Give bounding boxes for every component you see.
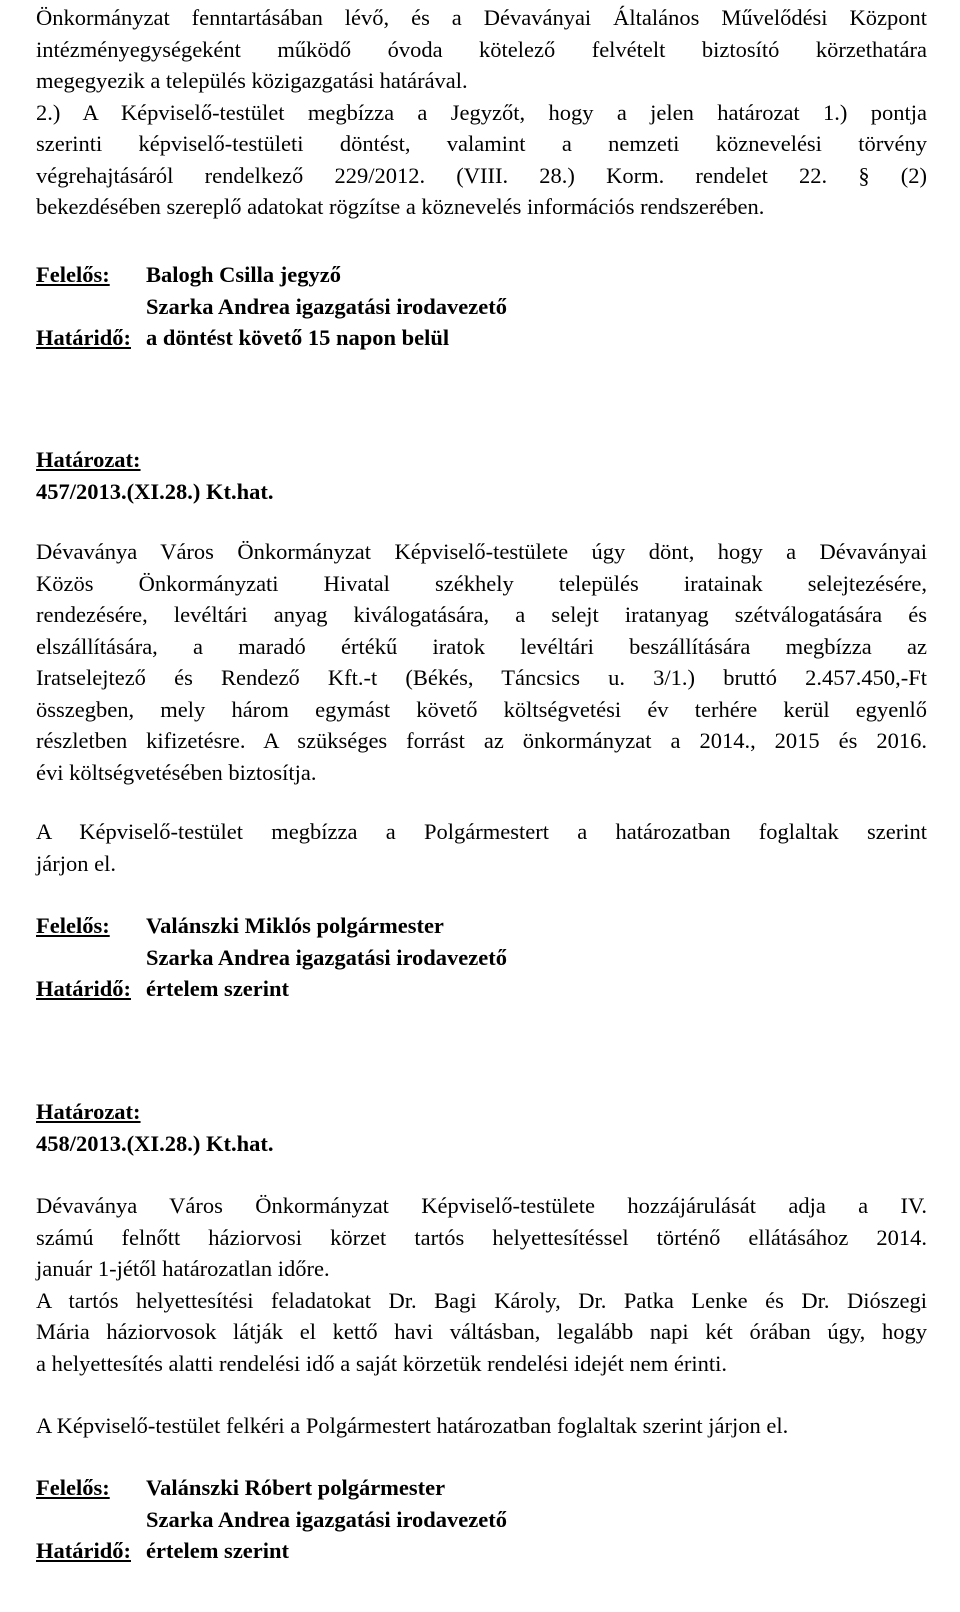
text-line: intézményegységeként működő óvoda kötelező felvételt biztosító körzethatára bbox=[36, 36, 927, 62]
resolution-number: 457/2013.(XI.28.) Kt.hat. bbox=[36, 478, 274, 504]
text-line: bekezdésében szereplő adatokat rögzítse a köznevelés információs rendszerében. bbox=[36, 194, 765, 219]
text-line: részletben kifizetésre. A szükséges forrást az önkormányzat a 2014., 2015 és 2016. bbox=[36, 728, 927, 753]
paragraph-kindergarten-district bbox=[36, 2, 927, 223]
text-line: szerinti képviselő-testületi döntést, valamint a nemzeti köznevelési törvény bbox=[36, 131, 927, 156]
text-line: a helyettesítés alatti rendelési idő a saját körzetük rendelési idejét nem érinti. bbox=[36, 1350, 727, 1376]
felelos-label: Felelős: bbox=[36, 1475, 110, 1500]
felelos-name: Valánszki Miklós polgármester bbox=[146, 913, 444, 938]
felelos-name-2: Szarka Andrea igazgatási irodavezető bbox=[146, 1506, 508, 1532]
text-line: Önkormányzat fenntartásában lévő, és a Dévaványai Általános Művelődési Központ bbox=[36, 5, 927, 30]
text-line: Dévaványa Város Önkormányzat Képviselő-testülete úgy dönt, hogy a Dévaványai bbox=[36, 539, 927, 564]
text-line: összegben, mely három egymást követő költségvetési év terhére kerül egyenlő bbox=[36, 696, 927, 722]
hatarido-label: Határidő: bbox=[36, 976, 131, 1001]
text-line: rendezésére, levéltári anyag kiválogatására, a selejt iratanyag szétválogatására és bbox=[36, 602, 927, 627]
text-line: évi költségvetésében biztosítja. bbox=[36, 759, 317, 785]
resolution-number: 458/2013.(XI.28.) Kt.hat. bbox=[36, 1130, 274, 1156]
resolution-458-heading bbox=[36, 1096, 927, 1159]
text-line: megegyezik a település közigazgatási határával. bbox=[36, 68, 468, 93]
text-line: A Képviselő-testület megbízza a Polgármestert a határozatban foglaltak szerint bbox=[36, 819, 927, 844]
resolution-458-body bbox=[36, 1190, 927, 1379]
text-line: A tartós helyettesítési feladatokat Dr. Bagi Károly, Dr. Patka Lenke és Dr. Diószegi bbox=[36, 1287, 927, 1313]
resolution-label: Határozat: bbox=[36, 447, 141, 472]
resolution-457-body bbox=[36, 536, 927, 788]
felelos-label: Felelős: bbox=[36, 262, 110, 287]
text-line: járjon el. bbox=[36, 850, 116, 876]
text-line: 2.) A Képviselő-testület megbízza a Jegyzőt, hogy a jelen határozat 1.) pontja bbox=[36, 99, 927, 125]
responsibility-block-1 bbox=[36, 259, 927, 354]
hatarido-value: a döntést követő 15 napon belül bbox=[146, 325, 450, 350]
text-line: végrehajtásáról rendelkező 229/2012. (VIII. 28.) Korm. rendelet 22. § (2) bbox=[36, 162, 927, 188]
resolution-457-mandate bbox=[36, 816, 927, 879]
felelos-name-2: Szarka Andrea igazgatási irodavezető bbox=[146, 944, 508, 970]
felelos-name-2: Szarka Andrea igazgatási irodavezető bbox=[146, 293, 508, 319]
text-line: A Képviselő-testület felkéri a Polgármestert határozatban foglaltak szerint járjon el. bbox=[36, 1413, 789, 1438]
text-line: elszállítására, a maradó értékű iratok levéltári beszállítására megbízza az bbox=[36, 633, 927, 659]
responsibility-block-458 bbox=[36, 1472, 927, 1567]
text-line: Mária háziorvosok látják el kettő havi váltásban, legalább napi két órában úgy, hogy bbox=[36, 1319, 927, 1344]
felelos-name: Balogh Csilla jegyző bbox=[146, 262, 341, 287]
resolution-457-heading bbox=[36, 444, 927, 507]
text-line: Iratselejtező és Rendező Kft.-t (Békés, Táncsics u. 3/1.) bruttó 2.457.450,-Ft bbox=[36, 665, 927, 690]
text-line: Közös Önkormányzati Hivatal székhely település iratainak selejtezésére, bbox=[36, 570, 927, 596]
text-line: Dévaványa Város Önkormányzat Képviselő-testülete hozzájárulását adja a IV. bbox=[36, 1193, 927, 1218]
text-line: január 1-jétől határozatlan időre. bbox=[36, 1256, 330, 1281]
responsibility-block-457 bbox=[36, 910, 927, 1005]
hatarido-value: értelem szerint bbox=[146, 1538, 290, 1563]
felelos-label: Felelős: bbox=[36, 913, 110, 938]
hatarido-value: értelem szerint bbox=[146, 976, 290, 1001]
resolution-458-closing bbox=[36, 1410, 927, 1442]
felelos-name: Valánszki Róbert polgármester bbox=[146, 1475, 446, 1500]
resolution-label: Határozat: bbox=[36, 1099, 141, 1124]
text-line: számú felnőtt háziorvosi körzet tartós helyettesítéssel történő ellátásához 2014. bbox=[36, 1224, 927, 1250]
hatarido-label: Határidő: bbox=[36, 1538, 131, 1563]
hatarido-label: Határidő: bbox=[36, 325, 131, 350]
